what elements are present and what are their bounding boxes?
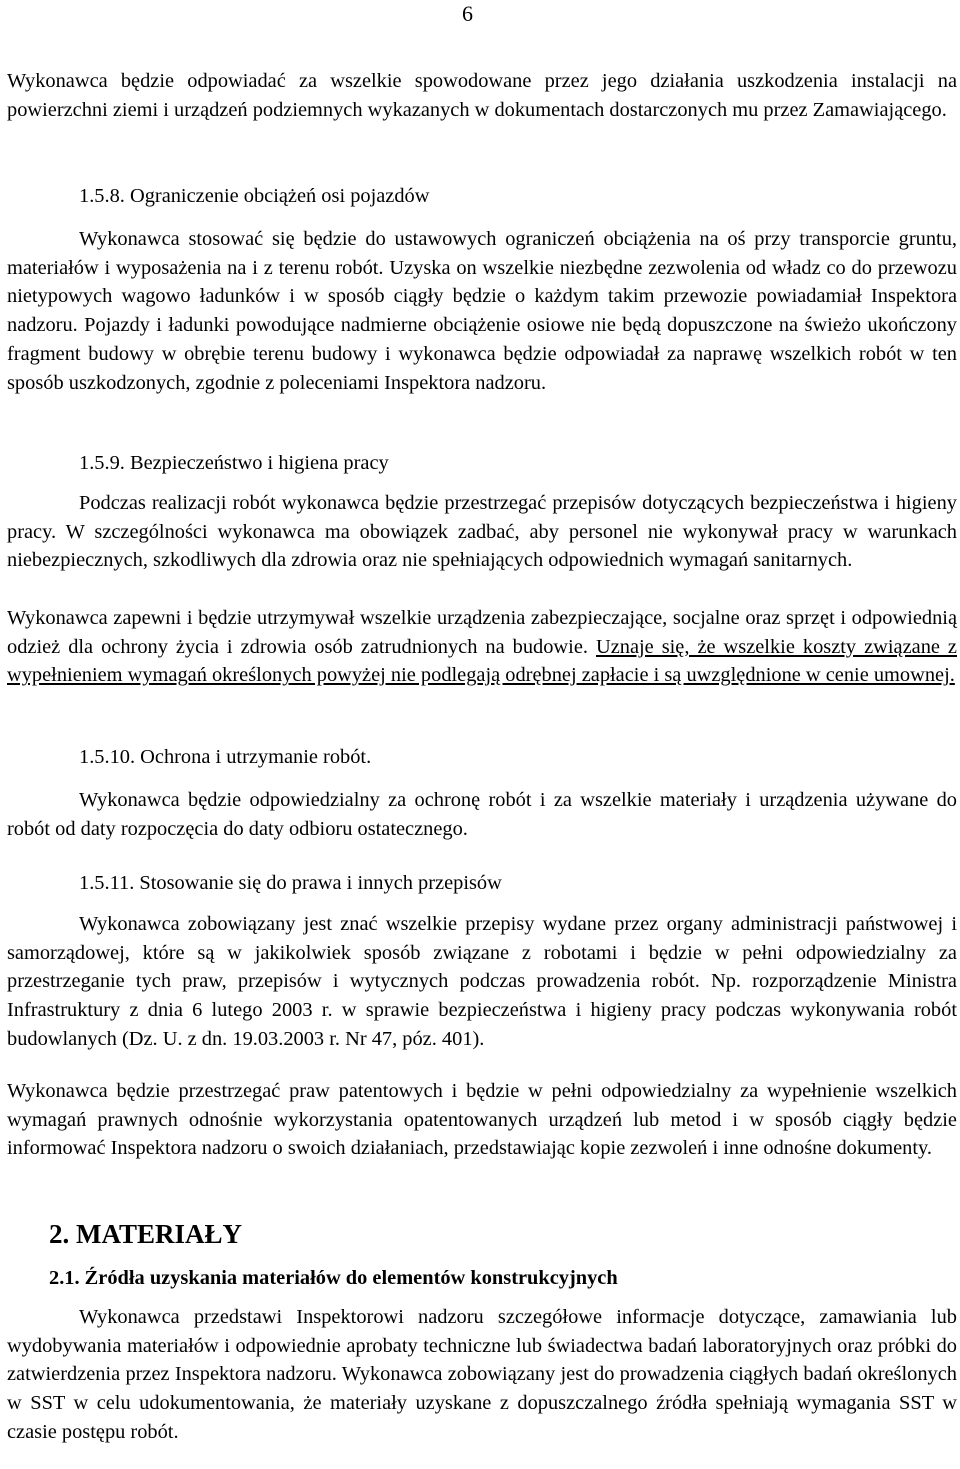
section-1-5-10-heading: 1.5.10. Ochrona i utrzymanie robót.	[79, 746, 372, 768]
intro-paragraph: Wykonawca będzie odpowiadać za wszelkie spowodowane przez jego działania uszkodzenia instalacji na powierzchni ziemi i urządzeń podziemnych wykazanych w dokumentach dostarczonych mu przez Zamawiającego.	[7, 70, 957, 121]
section-1-5-10-body: Wykonawca będzie odpowiedzialny za ochronę robót i za wszelkie materiały i urządzenia używane do robót od daty rozpoczęcia do daty odbioru ostatecznego.	[7, 789, 957, 840]
section-1-5-11-body-2: Wykonawca będzie przestrzegać praw patentowych i będzie w pełni odpowiedzialny za wypełnienie wszelkich wymagań prawnych odnośnie wykorzystania opatentowanych urządzeń lub metod i w sposób ciągły będzie informować Inspektora nadzoru o swoich działaniach, przedstawiając kopie zezwoleń i inne odnośne dokumenty.	[7, 1080, 957, 1160]
section-1-5-9-heading: 1.5.9. Bezpieczeństwo i higiena pracy	[79, 452, 389, 474]
section-2-1-heading: 2.1. Źródła uzyskania materiałów do elementów konstrukcyjnych	[49, 1267, 618, 1289]
page-number: 6	[462, 1, 473, 26]
section-1-5-9-body-2	[7, 604, 957, 690]
section-2-1-body: Wykonawca przedstawi Inspektorowi nadzoru szczegółowe informacje dotyczące, zamawiania lub wydobywania materiałów i odpowiednie aprobaty techniczne lub świadectwa badań laboratoryjnych oraz próbki do zatwierdzenia przez Inspektora nadzoru. Wykonawca zobowiązany jest do prowadzenia ciągłych badań określonych w SST w celu udokumentowania, że materiały uzyskane z dopuszczalnego źródła spełniają wymagania SST w czasie postępu robót.	[7, 1306, 957, 1443]
section-1-5-9-body-2-underlined: Uznaje się, że wszelkie koszty związane z wypełnieniem wymagań określonych powyżej nie podlegają odrębnej zapłacie i są uwzględnione w cenie umownej.	[7, 635, 957, 687]
section-1-5-8-heading: 1.5.8. Ograniczenie obciążeń osi pojazdów	[79, 185, 430, 207]
section-1-5-11-heading: 1.5.11. Stosowanie się do prawa i innych przepisów	[79, 872, 502, 894]
section-1-5-11-body-1: Wykonawca zobowiązany jest znać wszelkie przepisy wydane przez organy administracji państwowej i samorządowej, które są w jakikolwiek sposób związane z robotami i będzie w pełni odpowiedzialny za przestrzeganie tych praw, przepisów i wytycznych podczas prowadzenia robót. Np. rozporządzenie Ministra Infrastruktury z dnia 6 lutego 2003 r. w sprawie bezpieczeństwa i higieny pracy podczas wykonywania robót budowlanych (Dz. U. z dn. 19.03.2003 r. Nr 47, póz. 401).	[7, 913, 957, 1050]
section-1-5-9-body-1: Podczas realizacji robót wykonawca będzie przestrzegać przepisów dotyczących bezpieczeństwa i higieny pracy. W szczególności wykonawca ma obowiązek zadbać, aby personel nie wykonywał pracy w warunkach niebezpiecznych, szkodliwych dla zdrowia oraz nie spełniających odpowiednich wymagań sanitarnych.	[7, 492, 957, 572]
section-1-5-9-body-2-plain: Wykonawca zapewni i będzie utrzymywał wszelkie urządzenia zabezpieczające, socjalne oraz sprzęt i odpowiednią odzież dla ochrony życia i zdrowia osób zatrudnionych na budowie.	[7, 607, 957, 658]
section-1-5-8-body: Wykonawca stosować się będzie do ustawowych ograniczeń obciążenia na oś przy transporcie gruntu, materiałów i wyposażenia na i z terenu robót. Uzyska on wszelkie niezbędne zezwolenia od władz co do przewozu nietypowych wagowo ładunków i w sposób ciągły będzie o każdym takim przewozie powiadamiał Inspektora nadzoru. Pojazdy i ładunki powodujące nadmierne obciążenie osiowe nie będą dopuszczone na świeżo ukończony fragment budowy w obrębie terenu budowy i wykonawca będzie odpowiadał za naprawę wszelkich robót w ten sposób uszkodzonych, zgodnie z poleceniami Inspektora nadzoru.	[7, 228, 957, 394]
section-2-heading: 2. MATERIAŁY	[49, 1219, 243, 1249]
